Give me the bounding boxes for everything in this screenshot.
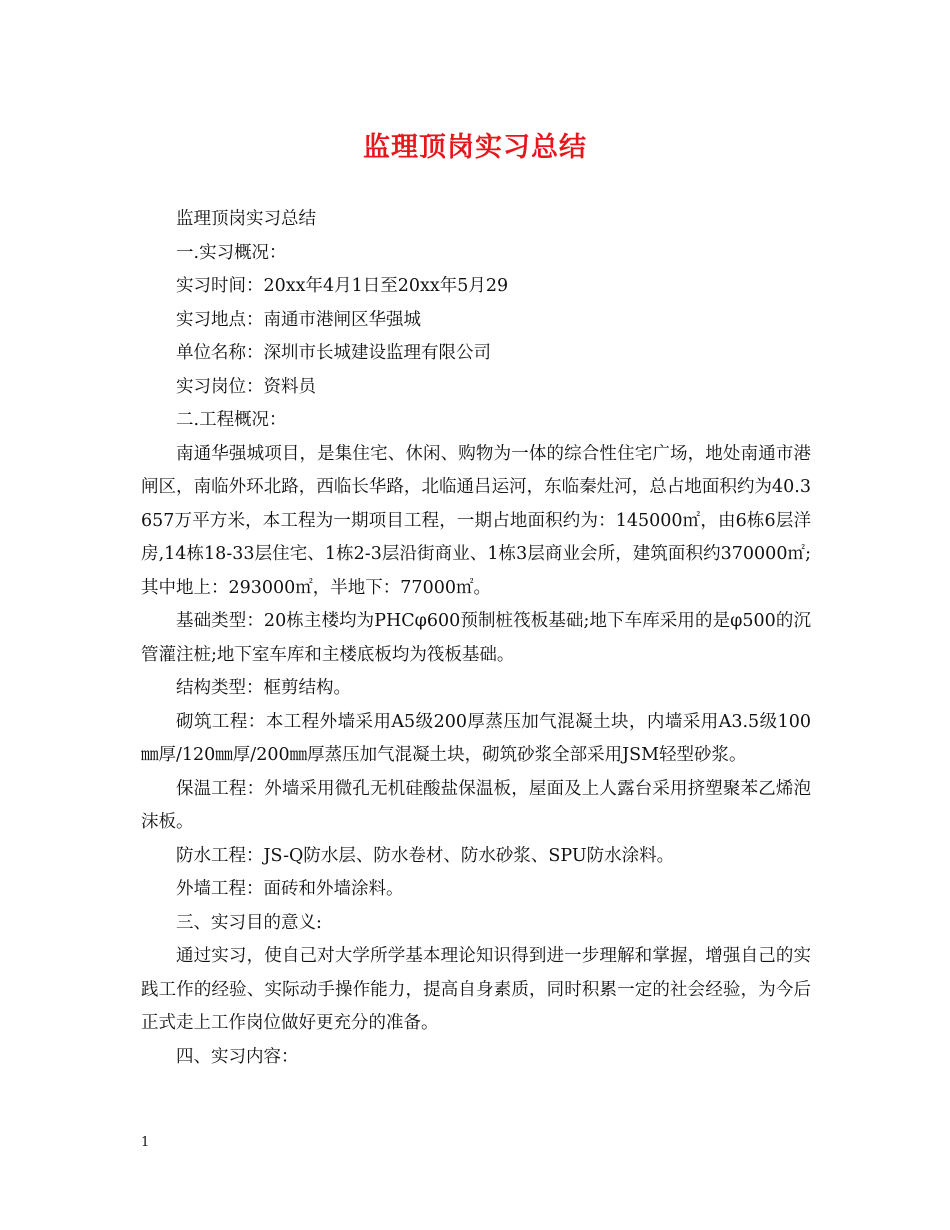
document-body [141,203,811,1074]
masonry-works: 砌筑工程：本工程外墙采用A5级200厚蒸压加气混凝土块，内墙采用A3.5级100㎜厚/120㎜厚/200㎜厚蒸压加气混凝土块，砌筑砂浆全部采用JSM轻型砂浆。 [141,711,811,765]
insulation-works: 保温工程：外墙采用微孔无机硅酸盐保温板，屋面及上人露台采用挤塑聚苯乙烯泡沫板。 [141,778,811,832]
section-content-heading: 四、实习内容： [176,1046,299,1067]
purpose-paragraph: 通过实习，使自己对大学所学基本理论知识得到进一步理解和掌握，增强自己的实践工作的经验、实际动手操作能力，提高自身素质，同时积累一定的社会经验，为今后正式走上工作岗位做好更充分的准备。 [141,946,811,1033]
exterior-wall-works: 外墙工程：面砖和外墙涂料。 [176,879,404,899]
paragraph-heading-repeat: 监理顶岗实习总结 [176,209,316,229]
section-purpose-heading: 三、实习目的意义: [176,912,322,933]
internship-time: 实习时间：20xx年4月1日至20xx年5月29 [176,276,509,296]
project-description: 南通华强城项目，是集住宅、休闲、购物为一体的综合性住宅广场，地处南通市港闸区，南临外环北路，西临长华路，北临通吕运河，东临秦灶河，总占地面积约为40.3657万平方米，本工程为一期项目工程，一期占地面积约为：145000㎡，由6栋6层洋房,14栋18-33层住宅、1栋2-3层沿街商业、1栋3层商业会所，建筑面积约370000㎡;其中地上：293000㎡，半地下：77000㎡。 [141,443,811,598]
company-name: 单位名称：深圳市长城建设监理有限公司 [176,343,491,363]
foundation-type: 基础类型：20栋主楼均为PHCφ600预制桩筏板基础;地下车库采用的是φ500的沉管灌注桩;地下室车库和主楼底板均为筏板基础。 [141,611,811,665]
section-overview-heading: 一.实习概况： [176,242,287,263]
structure-type: 结构类型：框剪结构。 [176,678,351,698]
page-number: 1 [141,1135,150,1150]
document-title: 监理顶岗实习总结 [363,132,587,163]
section-project-heading: 二.工程概况： [176,410,287,430]
internship-location: 实习地点：南通市港闸区华强城 [176,309,421,330]
waterproof-works: 防水工程：JS-Q防水层、防水卷材、防水砂浆、SPU防水涂料。 [176,845,675,866]
internship-position: 实习岗位：资料员 [176,376,316,397]
